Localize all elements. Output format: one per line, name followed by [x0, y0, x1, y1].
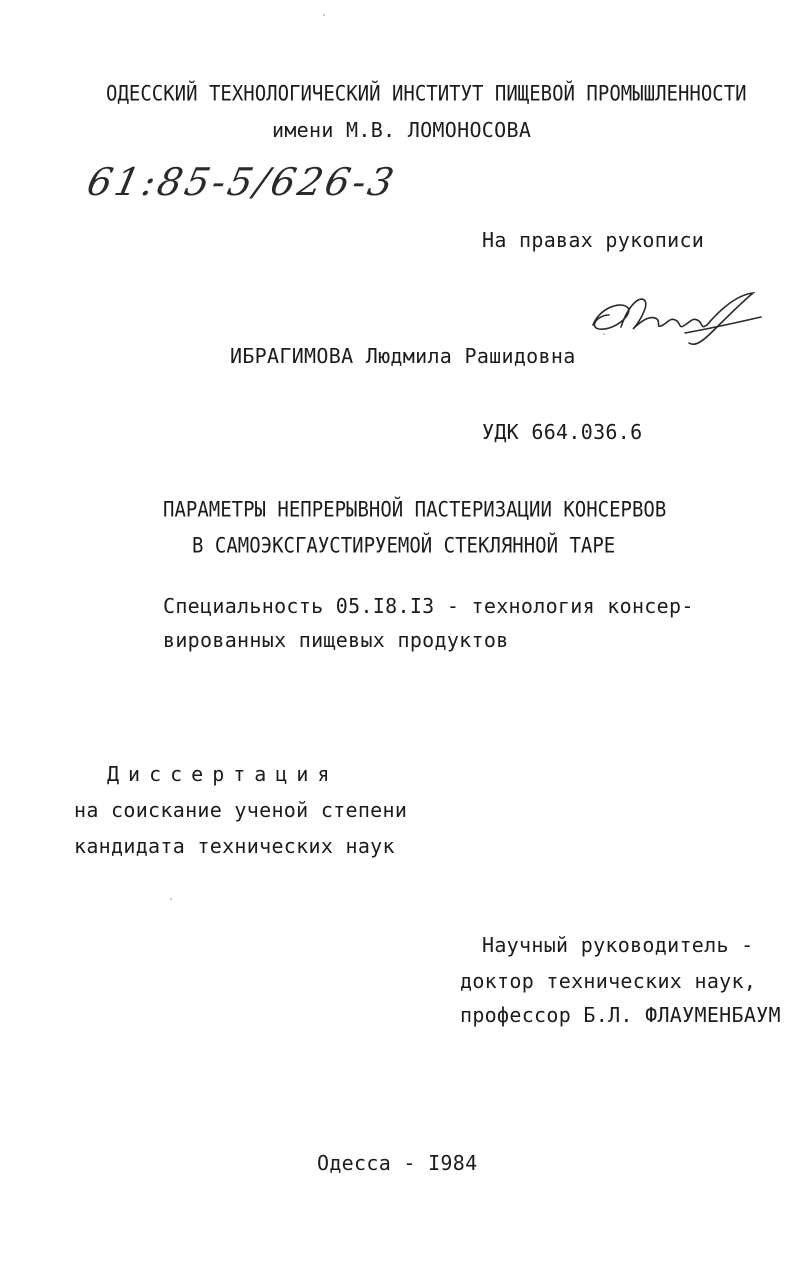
specialty-line-1: Специальность 05.I8.I3 - технология консер-	[163, 594, 694, 618]
supervisor-role: Научный руководитель -	[482, 933, 754, 957]
supervisor-name: профессор Б.Л. ФЛАУМЕНБАУМ	[460, 1003, 781, 1027]
supervisor-degree: доктор технических наук,	[460, 969, 757, 993]
archive-code-handwritten: 61:85-5/626-3	[83, 160, 401, 204]
dissertation-degree-line-1: на соискание ученой степени	[74, 798, 408, 822]
udc-code: УДК 664.036.6	[482, 420, 643, 444]
thesis-title-line-1: ПАРАМЕТРЫ НЕПРЕРЫВНОЙ ПАСТЕРИЗАЦИИ КОНСЕРВОВ	[163, 497, 667, 523]
dissertation-heading: Диссертация	[107, 762, 339, 786]
place-and-year: Одесса - I984	[317, 1151, 478, 1175]
author-name: ИБРАГИМОВА Людмила Рашидовна	[230, 344, 576, 368]
institute-named-after: имени М.В. ЛОМОНОСОВА	[272, 118, 532, 142]
dissertation-degree-line-2: кандидата технических наук	[74, 834, 395, 858]
scan-speck	[603, 333, 605, 335]
scan-speck	[170, 898, 172, 900]
scan-speck	[323, 14, 325, 16]
institute-name: ОДЕССКИЙ ТЕХНОЛОГИЧЕСКИЙ ИНСТИТУТ ПИЩЕВОЙ ПРОМЫШЛЕННОСТИ	[106, 81, 747, 107]
manuscript-rights: На правах рукописи	[482, 228, 705, 252]
signature-icon	[585, 285, 765, 350]
thesis-title-line-2: В САМОЭКСГАУСТИРУЕМОЙ СТЕКЛЯННОЙ ТАРЕ	[192, 533, 616, 559]
specialty-line-2: вированных пищевых продуктов	[163, 628, 509, 652]
